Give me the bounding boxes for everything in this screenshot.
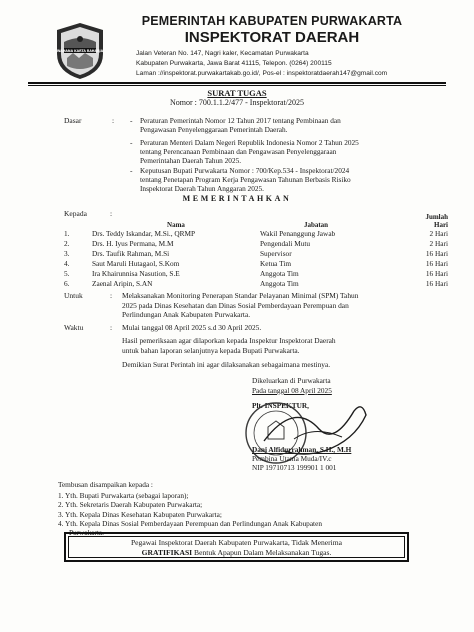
row-position: Wakil Penanggung Jawab (260, 229, 336, 238)
closing-paragraph (122, 336, 336, 355)
waktu-colon: : (110, 323, 113, 332)
tembusan-item-3: 3. Yth. Kepala Dinas Kesehatan Kabupaten Purwakarta; (58, 509, 222, 519)
letterhead (112, 14, 432, 79)
waktu-text: Mulai tanggal 08 April 2025 s.d 30 April 2025. (122, 323, 262, 332)
row-duration: 2 Hari (429, 229, 448, 238)
signatory-role: Plt. INSPEKTUR, (252, 401, 309, 410)
contact-line: Laman ://inspektorat.purwakartakab.go.id/, Pos-el : inspektoratdaerah147@gmail.com (136, 70, 388, 77)
dasar-item-1-line-1: Peraturan Pemerintah Nomor 12 Tahun 2017 tentang Pembinaan dan (140, 116, 341, 125)
dasar-bullet-3: - (130, 166, 133, 175)
signatory-nip: NIP 19710713 199901 1 001 (252, 463, 337, 472)
table-row (64, 229, 448, 239)
row-name: Zaenal Aripin, S.AN (92, 279, 153, 288)
dasar-item-1 (140, 116, 341, 134)
address-line-1: Jalan Veteran No. 147, Nagri kaler, Kecamatan Purwakarta (136, 50, 309, 57)
dasar-item-2 (140, 138, 359, 165)
tembusan-item-4: 4. Yth. Kepala Dinas Sosial Pemberdayaan Perempuan dan Perlindungan Anak Kabupaten (58, 518, 322, 528)
header-position: Jabatan (303, 221, 329, 229)
tembusan-label: Tembusan disampaikan kepada : (58, 480, 153, 489)
untuk-label: Untuk (64, 291, 83, 300)
row-name: Drs. H. Iyus Permana, M.M (92, 239, 174, 248)
office-name: INSPEKTORAT DAERAH (184, 29, 360, 46)
header-duration-line-1: Jumlah (425, 213, 448, 221)
dasar-item-2-line-1: Peraturan Menteri Dalam Negeri Republik Indonesia Nomor 2 Tahun 2025 (140, 138, 359, 147)
government-name: PEMERINTAH KABUPATEN PURWAKARTA (141, 14, 403, 28)
tembusan-block (58, 480, 322, 537)
tembusan-item-4-cont: Purwakarta. (58, 528, 104, 538)
untuk-line-2: 2025 pada Dinas Kesehatan dan Dinas Sosial Pemberdayaan Perempuan dan (122, 300, 349, 310)
dasar-item-3 (140, 166, 351, 193)
kepada-label: Kepada (64, 209, 87, 218)
dasar-item-2-line-3: Pemerintahan Daerah Tahun 2025. (140, 156, 242, 165)
letterhead-rule-thin (28, 85, 446, 86)
issue-place: Dikeluarkan di Purwakarta (252, 376, 331, 385)
table-row (64, 259, 448, 269)
dasar-item-1-line-2: Pengawasan Penyelenggaraan Pemerintah Daerah. (140, 125, 288, 134)
untuk-line-1: Melaksanakan Monitoring Penerapan Standar Pelayanan Minimal (SPM) Tahun (122, 291, 359, 300)
header-name: Nama (167, 221, 185, 229)
notice-line-2-rest: Bentuk Apapun Dalam Melaksanakan Tugas. (192, 548, 332, 557)
row-name: Drs. Teddy Iskandar, M.Si., QRMP (92, 229, 196, 238)
dasar-colon: : (112, 116, 115, 125)
tembusan-item-2: 2. Yth. Sekretaris Daerah Kabupaten Purwakarta; (58, 500, 203, 510)
address-line-2: Kabupaten Purwakarta, Jawa Barat 41115, Telepon. (0264) 200115 (136, 60, 332, 67)
kepada-colon: : (110, 209, 113, 218)
dasar-bullet-1: - (130, 116, 133, 125)
table-row (64, 279, 448, 289)
table-row (64, 249, 448, 259)
issue-date: Pada tanggal 08 April 2025 (252, 386, 332, 395)
row-duration: 16 Hari (425, 249, 448, 258)
signatory-rank: Pembina Utama Muda/IV.c (252, 454, 332, 463)
letter-title: SURAT TUGAS (207, 88, 267, 98)
row-name: Saut Maruli Hutagaol, S.Kom (92, 259, 180, 268)
closing-line-2: untuk bahan laporan selanjutnya kepada Bupati Purwakarta. (122, 345, 300, 355)
notice-keyword: GRATIFIKASI (141, 548, 193, 557)
logo-motto: WAHANA KARTA RAHARJA (56, 49, 104, 53)
row-duration: 2 Hari (429, 239, 448, 248)
closing-line-1: Hasil pemeriksaan agar dilaporkan kepada Inspektur Inspektorat Daerah (122, 336, 336, 345)
gratification-notice (68, 536, 405, 558)
dasar-item-2-line-2: tentang Perencanaan Pembinaan dan Pengawasan Penyelenggaraan (140, 147, 337, 156)
row-number: 3. (64, 249, 70, 258)
table-row (64, 269, 448, 279)
dasar-label: Dasar (64, 116, 82, 125)
row-position: Supervisor (260, 249, 292, 258)
untuk-line-3: Perlindungan Anak Kabupaten Purwakarta. (122, 310, 251, 319)
row-number: 4. (64, 259, 70, 268)
regency-logo (55, 22, 105, 80)
staff-table (64, 209, 448, 289)
letterhead-rule-thick (28, 82, 446, 84)
row-number: 5. (64, 269, 70, 278)
signatory-name: Dani Alfidurrahman, S.H., M.H (252, 445, 352, 454)
tembusan-item-1: 1. Yth. Bupati Purwakarta (sebagai laporan); (58, 491, 189, 501)
row-number: 6. (64, 279, 70, 288)
staff-table-header (64, 209, 448, 229)
row-position: Ketua Tim (260, 259, 292, 268)
row-position: Pengendali Mutu (260, 239, 311, 248)
row-duration: 16 Hari (425, 269, 448, 278)
row-name: Drs. Taufik Rahman, M.Si (92, 249, 170, 258)
table-row (64, 239, 448, 249)
header-no (64, 209, 92, 229)
row-position: Anggota Tim (260, 279, 299, 288)
letter-number: Nomor : 700.1.1.2/477 - Inspektorat/2025 (170, 98, 304, 107)
waktu-label: Waktu (64, 323, 84, 332)
notice-line-1: Pegawai Inspektorat Daerah Kabupaten Purwakarta, Tidak Menerima (130, 538, 343, 547)
row-name: Ira Khairunnisa Nasution, S.E (92, 269, 180, 278)
dasar-item-3-line-1: Keputusan Bupati Purwakarta Nomor : 700/Kep.534 - Inspektorat/2024 (140, 166, 350, 175)
notice-line-2 (69, 548, 404, 558)
header-duration (372, 209, 448, 229)
gratification-notice-box (64, 532, 409, 562)
row-number: 1. (64, 229, 70, 238)
dasar-bullet-2: - (130, 138, 133, 147)
untuk-text (122, 291, 358, 320)
row-position: Anggota Tim (260, 269, 299, 278)
untuk-colon: : (110, 291, 113, 300)
row-duration: 16 Hari (425, 259, 448, 268)
row-duration: 16 Hari (425, 279, 448, 288)
header-duration-line-2: Hari (434, 221, 448, 229)
memerintahkan-heading: MEMERINTAHKAN (182, 194, 292, 203)
row-number: 2. (64, 239, 70, 248)
closing-statement: Demikian Surat Perintah ini agar dilaksanakan sebagaimana mestinya. (122, 360, 331, 369)
dasar-item-3-line-3: Inspektorat Daerah Tahun Anggaran 2025. (140, 184, 264, 193)
dasar-item-3-line-2: tentang Penetapan Program Kerja Pengawasan Tahunan Berbasis Risiko (140, 175, 351, 184)
